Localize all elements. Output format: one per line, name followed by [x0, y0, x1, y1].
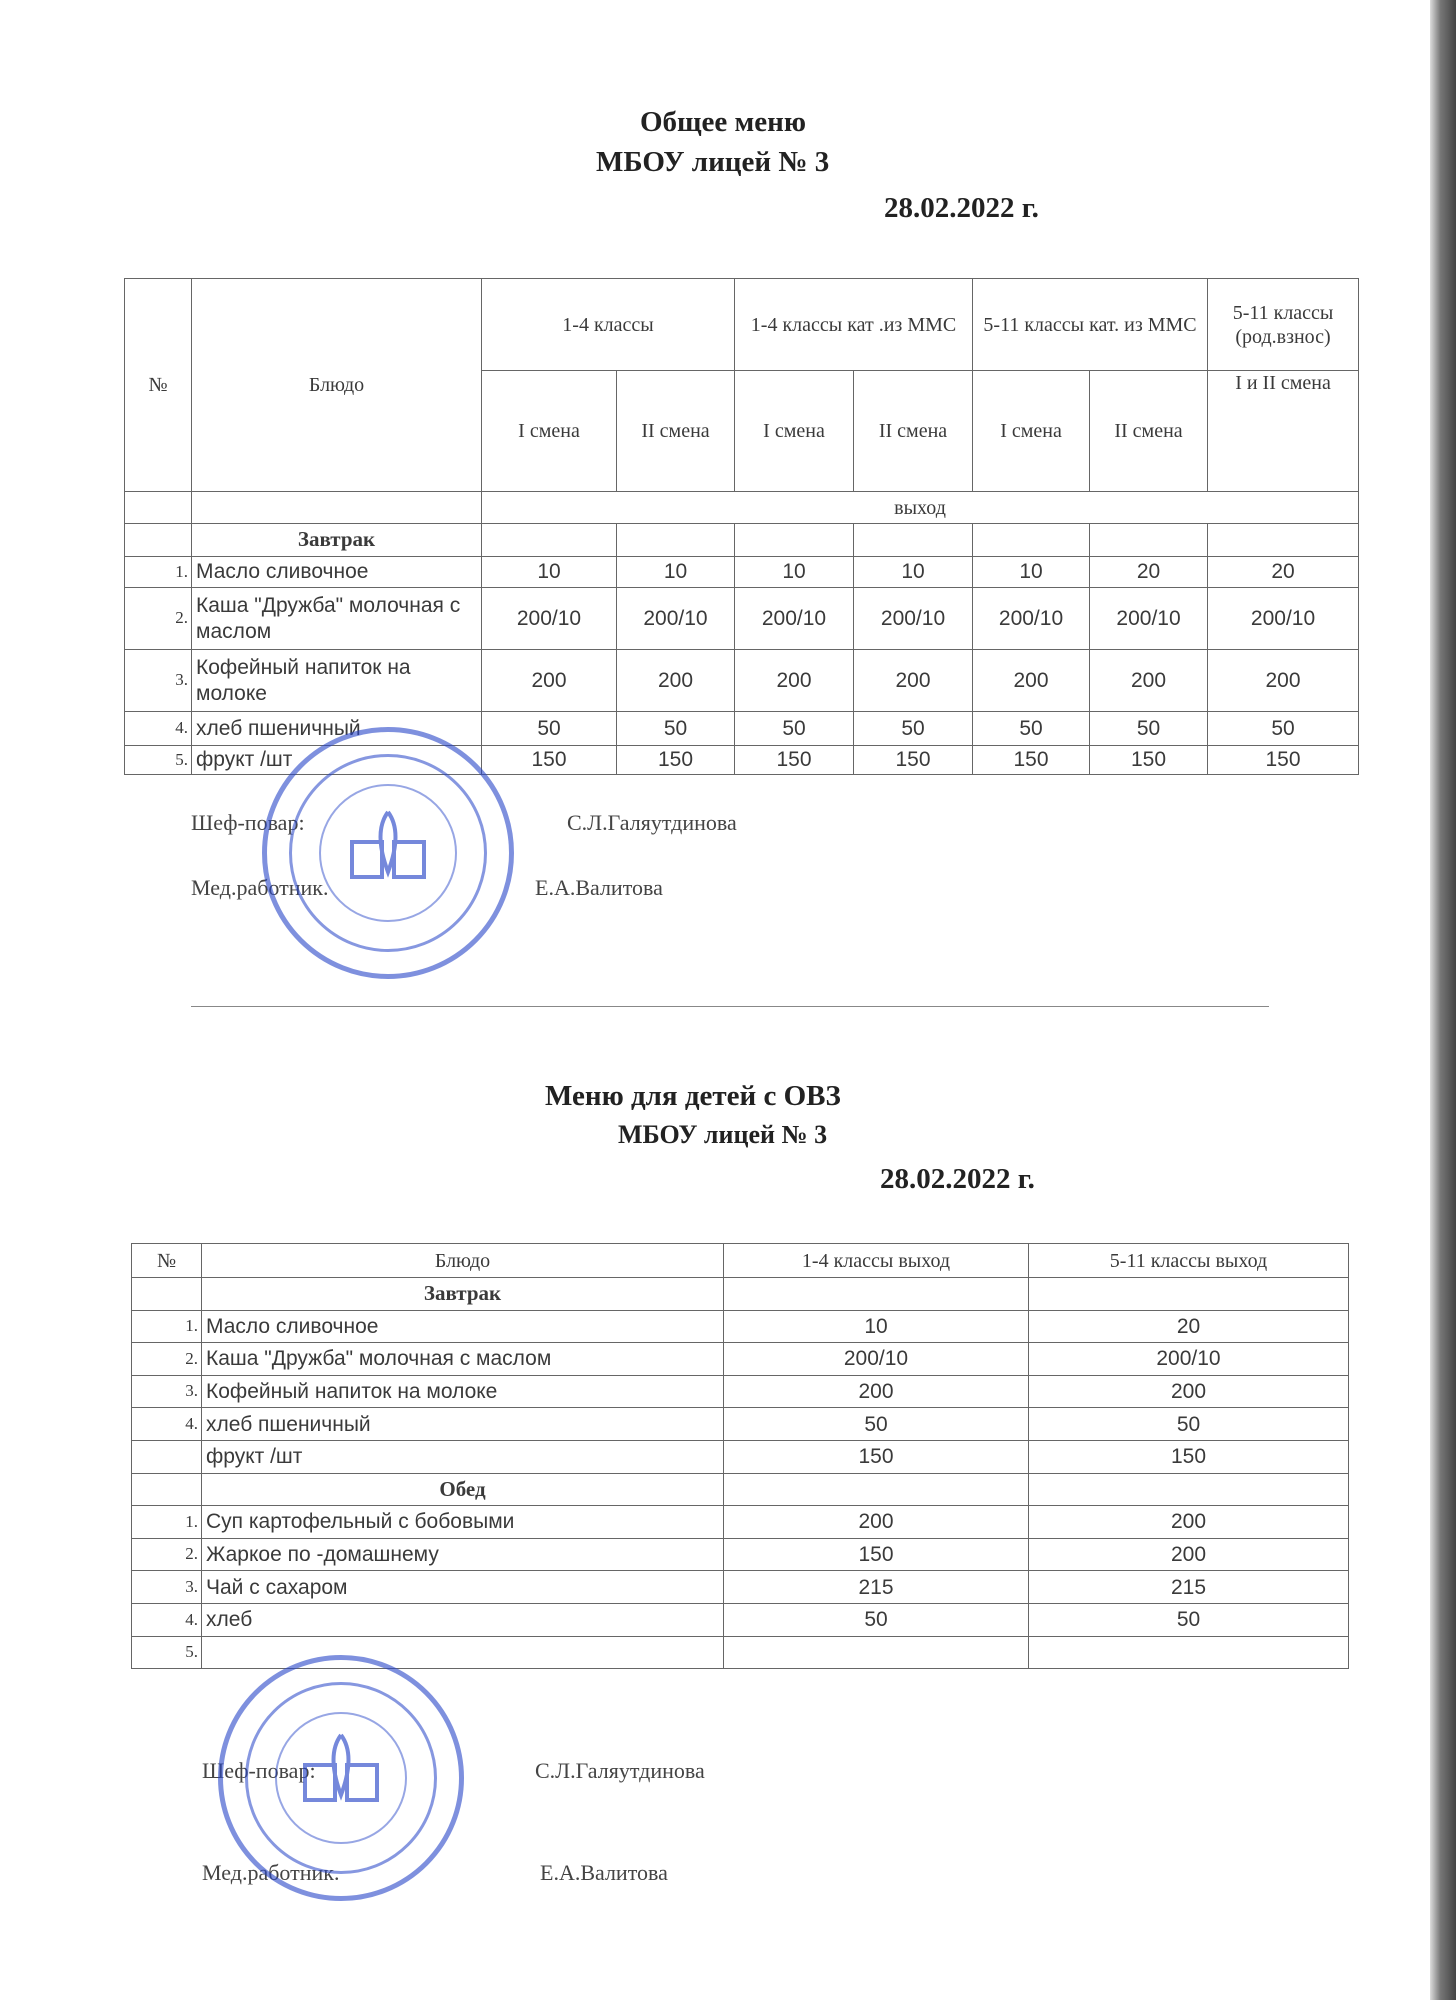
portion-value: 10: [735, 557, 854, 588]
dish-name: Кофейный напиток на молоке: [192, 650, 482, 712]
header-num: №: [125, 279, 192, 492]
portion-value: 215: [724, 1571, 1029, 1604]
ovz-menu-table: [131, 1243, 1349, 1669]
med-label-2: Мед.работник.: [202, 1860, 340, 1885]
portion-value: 10: [724, 1310, 1029, 1343]
doc2-date: 28.02.2022 г.: [880, 1163, 1035, 1195]
table-row: [125, 650, 1359, 712]
portion-value: 150: [482, 746, 617, 775]
school-seal-stamp-2: [218, 1655, 464, 1901]
portion-value: 20: [1208, 557, 1359, 588]
section-row: [132, 1473, 1349, 1506]
table-row: [125, 557, 1359, 588]
portion-value: 200/10: [1090, 588, 1208, 650]
dish-name: хлеб пшеничный: [192, 712, 482, 746]
portion-value: 200/10: [724, 1343, 1029, 1376]
row-number: [132, 1440, 202, 1473]
portion-value: 150: [735, 746, 854, 775]
portion-value: 50: [854, 712, 973, 746]
portion-value: 50: [973, 712, 1090, 746]
portion-value: 200/10: [1029, 1343, 1349, 1376]
header-group: 1-4 классы: [482, 279, 735, 371]
portion-value: [724, 1636, 1029, 1669]
row-number: 3.: [132, 1571, 202, 1604]
row-number: 2.: [125, 588, 192, 650]
portion-value: 20: [1090, 557, 1208, 588]
portion-value: 200/10: [1208, 588, 1359, 650]
portion-value: 200: [1029, 1375, 1349, 1408]
portion-value: 50: [1090, 712, 1208, 746]
doc1-school: МБОУ лицей № 3: [596, 146, 830, 178]
row-number: 5.: [125, 746, 192, 775]
portion-value: 20: [1029, 1310, 1349, 1343]
table-row: [125, 588, 1359, 650]
separator-line: [191, 1006, 1269, 1007]
header-num: №: [132, 1244, 202, 1278]
header-col-1-4: 1-4 классы выход: [724, 1244, 1029, 1278]
portion-value: 150: [1090, 746, 1208, 775]
header-shift: I смена: [973, 371, 1090, 492]
row-number: 2.: [132, 1343, 202, 1376]
portion-value: 50: [1029, 1603, 1349, 1636]
portion-value: 50: [724, 1408, 1029, 1441]
portion-value: 10: [482, 557, 617, 588]
dish-name: хлеб пшеничный: [202, 1408, 724, 1441]
table-row: [132, 1506, 1349, 1539]
portion-value: 150: [1029, 1440, 1349, 1473]
header-group: 1-4 классы кат .из ММС: [735, 279, 973, 371]
table-row: [132, 1571, 1349, 1604]
dish-name: Жаркое по -домашнему: [202, 1538, 724, 1571]
med-label: Мед.работник.: [191, 875, 329, 900]
portion-value: 200: [482, 650, 617, 712]
portion-value: 200/10: [482, 588, 617, 650]
portion-value: 150: [617, 746, 735, 775]
table-row: [132, 1440, 1349, 1473]
header-shift: I смена: [482, 371, 617, 492]
portion-value: 150: [724, 1538, 1029, 1571]
dish-name: фрукт /шт: [202, 1440, 724, 1473]
scan-edge-shadow: [1430, 0, 1456, 2000]
header-dish: Блюдо: [192, 279, 482, 492]
doc2-title: Меню для детей с ОВЗ: [545, 1080, 841, 1112]
dish-name: Кофейный напиток на молоке: [202, 1375, 724, 1408]
portion-value: 200: [1029, 1538, 1349, 1571]
portion-value: 200: [724, 1375, 1029, 1408]
doc1-date: 28.02.2022 г.: [884, 192, 1039, 224]
table-row: [132, 1310, 1349, 1343]
chef-label: Шеф-повар:: [191, 810, 305, 835]
general-menu-table: [124, 278, 1359, 775]
portion-value: 50: [724, 1603, 1029, 1636]
dish-name: Каша "Дружба" молочная с маслом: [192, 588, 482, 650]
table-row: [132, 1603, 1349, 1636]
portion-value: 50: [482, 712, 617, 746]
table-row: [132, 1408, 1349, 1441]
portion-value: 150: [724, 1440, 1029, 1473]
dish-name: Чай с сахаром: [202, 1571, 724, 1604]
med-name: Е.А.Валитова: [535, 875, 663, 900]
portion-value: 50: [1208, 712, 1359, 746]
doc1-title: Общее меню: [640, 106, 807, 138]
portion-value: 150: [973, 746, 1090, 775]
portion-value: 10: [973, 557, 1090, 588]
portion-value: 50: [735, 712, 854, 746]
dish-name: Суп картофельный с бобовыми: [202, 1506, 724, 1539]
portion-value: 50: [1029, 1408, 1349, 1441]
doc2-school: МБОУ лицей № 3: [618, 1120, 828, 1149]
header-group: 5-11 классы (род.взнос): [1208, 279, 1359, 371]
row-number: 4.: [125, 712, 192, 746]
chef-label-2: Шеф-повар:: [202, 1758, 316, 1783]
header-shift: I смена: [735, 371, 854, 492]
chef-name: С.Л.Галяутдинова: [567, 810, 737, 835]
portion-value: 200: [617, 650, 735, 712]
section-title: Обед: [202, 1473, 724, 1506]
table-row: [132, 1343, 1349, 1376]
portion-value: 200: [1208, 650, 1359, 712]
row-number: 4.: [132, 1603, 202, 1636]
portion-value: 200/10: [973, 588, 1090, 650]
portion-value: 200: [724, 1506, 1029, 1539]
header-output: выход: [482, 492, 1359, 524]
table-row: [132, 1375, 1349, 1408]
header-col-5-11: 5-11 классы выход: [1029, 1244, 1349, 1278]
portion-value: 150: [854, 746, 973, 775]
school-seal-stamp: [262, 727, 514, 979]
portion-value: 200: [854, 650, 973, 712]
dish-name: фрукт /шт: [192, 746, 482, 775]
portion-value: 200: [735, 650, 854, 712]
section-title: Завтрак: [202, 1278, 724, 1311]
portion-value: 200/10: [854, 588, 973, 650]
portion-value: 200/10: [735, 588, 854, 650]
header-shift: I и II смена: [1208, 371, 1359, 492]
portion-value: 200: [973, 650, 1090, 712]
row-number: 1.: [132, 1506, 202, 1539]
header-shift: II смена: [1090, 371, 1208, 492]
row-number: 3.: [132, 1375, 202, 1408]
row-number: 3.: [125, 650, 192, 712]
portion-value: 150: [1208, 746, 1359, 775]
header-shift: II смена: [617, 371, 735, 492]
header-shift: II смена: [854, 371, 973, 492]
table-row: [132, 1538, 1349, 1571]
portion-value: 200/10: [617, 588, 735, 650]
portion-value: 50: [617, 712, 735, 746]
portion-value: 10: [617, 557, 735, 588]
portion-value: [1029, 1636, 1349, 1669]
row-number: 4.: [132, 1408, 202, 1441]
header-dish: Блюдо: [202, 1244, 724, 1278]
header-group: 5-11 классы кат. из ММС: [973, 279, 1208, 371]
dish-name: Масло сливочное: [202, 1310, 724, 1343]
portion-value: 200: [1090, 650, 1208, 712]
section-row: [132, 1278, 1349, 1311]
row-number: 1.: [132, 1310, 202, 1343]
row-number: 2.: [132, 1538, 202, 1571]
dish-name: Каша "Дружба" молочная с маслом: [202, 1343, 724, 1376]
row-number: 1.: [125, 557, 192, 588]
row-number: 5.: [132, 1636, 202, 1669]
dish-name: Масло сливочное: [192, 557, 482, 588]
section-breakfast: Завтрак: [192, 524, 482, 557]
dish-name: хлеб: [202, 1603, 724, 1636]
chef-name-2: С.Л.Галяутдинова: [535, 1758, 705, 1783]
portion-value: 200: [1029, 1506, 1349, 1539]
portion-value: 10: [854, 557, 973, 588]
med-name-2: Е.А.Валитова: [540, 1860, 668, 1885]
portion-value: 215: [1029, 1571, 1349, 1604]
